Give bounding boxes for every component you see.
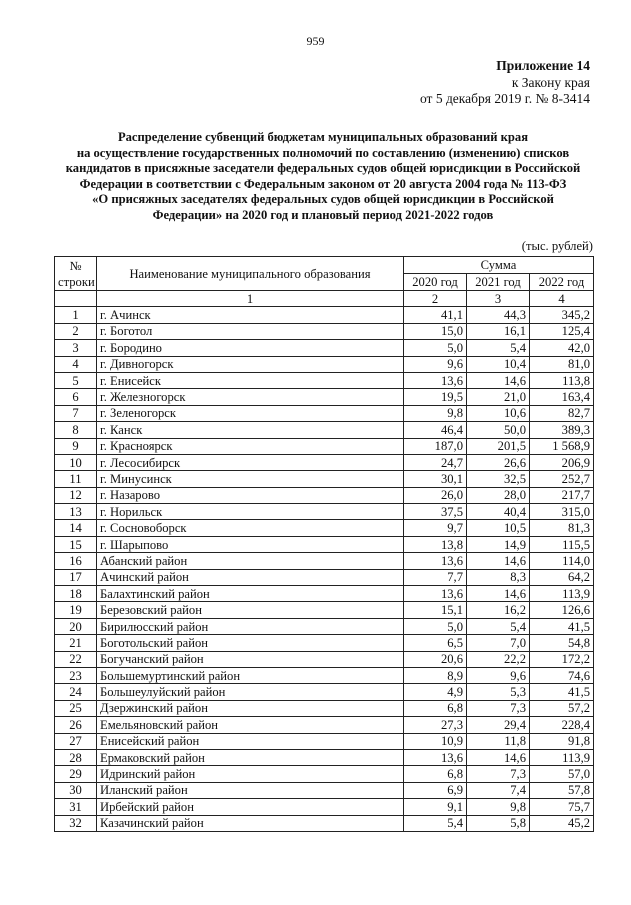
- value-2022: 126,6: [530, 602, 594, 618]
- value-2020: 6,9: [404, 782, 467, 798]
- value-2020: 13,6: [404, 749, 467, 765]
- value-2021: 7,0: [467, 635, 530, 651]
- value-2022: 57,2: [530, 700, 594, 716]
- row-number: 1: [55, 307, 97, 323]
- municipality-name: Боготольский район: [97, 635, 404, 651]
- value-2020: 37,5: [404, 504, 467, 520]
- municipality-name: Дзержинский район: [97, 700, 404, 716]
- row-number: 5: [55, 372, 97, 388]
- table-row: [55, 356, 594, 372]
- table-row: [55, 700, 594, 716]
- value-2022: 113,8: [530, 372, 594, 388]
- row-number: 27: [55, 733, 97, 749]
- table-row: [55, 553, 594, 569]
- value-2022: 64,2: [530, 569, 594, 585]
- row-number: 8: [55, 422, 97, 438]
- row-number: 28: [55, 749, 97, 765]
- value-2021: 10,4: [467, 356, 530, 372]
- value-2020: 6,8: [404, 700, 467, 716]
- units-label: (тыс. рублей): [521, 239, 593, 253]
- municipality-name: г. Минусинск: [97, 471, 404, 487]
- row-number: 21: [55, 635, 97, 651]
- row-number: 7: [55, 405, 97, 421]
- value-2022: 172,2: [530, 651, 594, 667]
- table-row: [55, 504, 594, 520]
- value-2022: 114,0: [530, 553, 594, 569]
- municipality-name: Идринский район: [97, 766, 404, 782]
- municipality-name: г. Дивногорск: [97, 356, 404, 372]
- value-2021: 5,4: [467, 618, 530, 634]
- value-2022: 1 568,9: [530, 438, 594, 454]
- row-number: 4: [55, 356, 97, 372]
- value-2021: 44,3: [467, 307, 530, 323]
- municipality-name: Березовский район: [97, 602, 404, 618]
- row-number: 16: [55, 553, 97, 569]
- row-number: 20: [55, 618, 97, 634]
- value-2020: 6,8: [404, 766, 467, 782]
- row-number: 12: [55, 487, 97, 503]
- row-number: 26: [55, 717, 97, 733]
- table-row: [55, 307, 594, 323]
- municipality-name: г. Назарово: [97, 487, 404, 503]
- municipality-name: г. Ачинск: [97, 307, 404, 323]
- value-2020: 13,6: [404, 586, 467, 602]
- header-name: Наименование муниципального образования: [97, 257, 404, 291]
- value-2022: 113,9: [530, 749, 594, 765]
- value-2020: 5,4: [404, 815, 467, 831]
- heading-line: «О присяжных заседателях федеральных судов общей юрисдикции в Российской: [92, 192, 554, 207]
- heading-line: на осуществление государственных полномочий по составлению (изменению) списков: [76, 145, 570, 160]
- value-2021: 16,2: [467, 602, 530, 618]
- value-2021: 5,8: [467, 815, 530, 831]
- heading-line: Федерации» на 2020 год и плановый период 2021-2022 годов: [152, 207, 494, 222]
- value-2022: 206,9: [530, 454, 594, 470]
- value-2020: 27,3: [404, 717, 467, 733]
- table-row: [55, 454, 594, 470]
- value-2022: 57,0: [530, 766, 594, 782]
- table-row: [55, 717, 594, 733]
- table-row: [55, 536, 594, 552]
- value-2022: 125,4: [530, 323, 594, 339]
- municipality-name: г. Лесосибирск: [97, 454, 404, 470]
- column-number: 1: [97, 291, 404, 307]
- table-row: [55, 733, 594, 749]
- table-row: [55, 766, 594, 782]
- column-number: 4: [530, 291, 594, 307]
- heading-line: кандидатов в присяжные заседатели федеральных судов общей юрисдикции в Российской: [65, 161, 581, 176]
- heading-line: Распределение субвенций бюджетам муниципальных образований края: [117, 130, 529, 144]
- municipality-name: г. Зеленогорск: [97, 405, 404, 421]
- municipality-name: г. Бородино: [97, 340, 404, 356]
- table-row: [55, 635, 594, 651]
- table-row: [55, 422, 594, 438]
- value-2022: 115,5: [530, 536, 594, 552]
- value-2022: 315,0: [530, 504, 594, 520]
- value-2020: 30,1: [404, 471, 467, 487]
- value-2021: 14,6: [467, 553, 530, 569]
- municipality-name: Емельяновский район: [97, 717, 404, 733]
- value-2022: 113,9: [530, 586, 594, 602]
- column-number: [55, 291, 97, 307]
- value-2021: 9,6: [467, 667, 530, 683]
- value-2021: 7,3: [467, 700, 530, 716]
- row-number: 17: [55, 569, 97, 585]
- municipality-name: г. Боготол: [97, 323, 404, 339]
- value-2020: 5,0: [404, 618, 467, 634]
- row-number: 10: [55, 454, 97, 470]
- municipality-name: г. Норильск: [97, 504, 404, 520]
- value-2022: 252,7: [530, 471, 594, 487]
- value-2020: 9,6: [404, 356, 467, 372]
- value-2021: 10,6: [467, 405, 530, 421]
- table-body: [55, 257, 594, 832]
- row-number: 3: [55, 340, 97, 356]
- annex-line-date: от 5 декабря 2019 г. № 8-3414: [419, 91, 590, 106]
- value-2021: 5,4: [467, 340, 530, 356]
- header-year-2020: 2020 год: [404, 274, 467, 291]
- municipality-name: Казачинский район: [97, 815, 404, 831]
- value-2022: 57,8: [530, 782, 594, 798]
- header-sum: Сумма: [404, 257, 594, 274]
- header-row-number: № строки: [55, 257, 97, 291]
- municipality-name: Енисейский район: [97, 733, 404, 749]
- row-number: 31: [55, 799, 97, 815]
- row-number: 29: [55, 766, 97, 782]
- table-row: [55, 782, 594, 798]
- column-number: 2: [404, 291, 467, 307]
- value-2022: 41,5: [530, 684, 594, 700]
- table-row: [55, 569, 594, 585]
- value-2022: 81,0: [530, 356, 594, 372]
- value-2021: 26,6: [467, 454, 530, 470]
- row-number: 18: [55, 586, 97, 602]
- value-2020: 20,6: [404, 651, 467, 667]
- value-2022: 217,7: [530, 487, 594, 503]
- municipality-name: Бирилюсский район: [97, 618, 404, 634]
- table-row: [55, 323, 594, 339]
- page-number: 959: [306, 34, 325, 48]
- value-2020: 7,7: [404, 569, 467, 585]
- column-number-row: [55, 291, 594, 307]
- municipality-name: Ачинский район: [97, 569, 404, 585]
- table-row: [55, 487, 594, 503]
- value-2021: 40,4: [467, 504, 530, 520]
- row-number: 25: [55, 700, 97, 716]
- value-2020: 26,0: [404, 487, 467, 503]
- value-2020: 9,1: [404, 799, 467, 815]
- value-2020: 6,5: [404, 635, 467, 651]
- value-2021: 14,9: [467, 536, 530, 552]
- value-2021: 10,5: [467, 520, 530, 536]
- row-number: 13: [55, 504, 97, 520]
- value-2022: 75,7: [530, 799, 594, 815]
- value-2021: 21,0: [467, 389, 530, 405]
- value-2020: 9,8: [404, 405, 467, 421]
- table-row: [55, 471, 594, 487]
- table-row: [55, 618, 594, 634]
- value-2022: 389,3: [530, 422, 594, 438]
- table-row: [55, 602, 594, 618]
- column-number: 3: [467, 291, 530, 307]
- value-2021: 11,8: [467, 733, 530, 749]
- row-number: 22: [55, 651, 97, 667]
- municipality-name: Иланский район: [97, 782, 404, 798]
- row-number: 11: [55, 471, 97, 487]
- value-2020: 24,7: [404, 454, 467, 470]
- municipality-name: Абанский район: [97, 553, 404, 569]
- value-2021: 22,2: [467, 651, 530, 667]
- annex-line-law: к Закону края: [511, 74, 590, 90]
- value-2021: 5,3: [467, 684, 530, 700]
- heading-line: Федерации в соответствии с Федеральным законом от 20 августа 2004 года № 113-ФЗ: [79, 176, 567, 191]
- document-heading: [58, 130, 588, 224]
- value-2022: 82,7: [530, 405, 594, 421]
- value-2022: 163,4: [530, 389, 594, 405]
- value-2021: 9,8: [467, 799, 530, 815]
- table-row: [55, 340, 594, 356]
- value-2021: 32,5: [467, 471, 530, 487]
- row-number: 19: [55, 602, 97, 618]
- value-2022: 345,2: [530, 307, 594, 323]
- value-2022: 42,0: [530, 340, 594, 356]
- value-2022: 45,2: [530, 815, 594, 831]
- municipality-name: г. Канск: [97, 422, 404, 438]
- row-number: 2: [55, 323, 97, 339]
- table-row: [55, 684, 594, 700]
- value-2021: 14,6: [467, 372, 530, 388]
- value-2022: 54,8: [530, 635, 594, 651]
- row-number: 9: [55, 438, 97, 454]
- value-2022: 91,8: [530, 733, 594, 749]
- subsidy-table: [54, 256, 594, 832]
- value-2021: 28,0: [467, 487, 530, 503]
- header-year-2021: 2021 год: [467, 274, 530, 291]
- value-2022: 81,3: [530, 520, 594, 536]
- municipality-name: Большеулуйский район: [97, 684, 404, 700]
- header-year-2022: 2022 год: [530, 274, 594, 291]
- table-row: [55, 815, 594, 831]
- table-row: [55, 799, 594, 815]
- municipality-name: Балахтинский район: [97, 586, 404, 602]
- row-number: 30: [55, 782, 97, 798]
- value-2020: 46,4: [404, 422, 467, 438]
- municipality-name: г. Енисейск: [97, 372, 404, 388]
- row-number: 23: [55, 667, 97, 683]
- annex-title: Приложение 14: [496, 58, 590, 73]
- municipality-name: г. Красноярск: [97, 438, 404, 454]
- table-row: [55, 586, 594, 602]
- value-2020: 13,8: [404, 536, 467, 552]
- row-number: 32: [55, 815, 97, 831]
- table-row: [55, 372, 594, 388]
- row-number: 6: [55, 389, 97, 405]
- municipality-name: Ермаковский район: [97, 749, 404, 765]
- value-2021: 29,4: [467, 717, 530, 733]
- value-2020: 9,7: [404, 520, 467, 536]
- value-2021: 7,3: [467, 766, 530, 782]
- value-2020: 10,9: [404, 733, 467, 749]
- municipality-name: Большемуртинский район: [97, 667, 404, 683]
- value-2020: 187,0: [404, 438, 467, 454]
- table-row: [55, 389, 594, 405]
- value-2020: 8,9: [404, 667, 467, 683]
- row-number: 15: [55, 536, 97, 552]
- value-2022: 74,6: [530, 667, 594, 683]
- municipality-name: Богучанский район: [97, 651, 404, 667]
- value-2021: 7,4: [467, 782, 530, 798]
- table-row: [55, 749, 594, 765]
- value-2021: 14,6: [467, 749, 530, 765]
- table-header-row: [55, 257, 594, 274]
- table-row: [55, 651, 594, 667]
- value-2021: 201,5: [467, 438, 530, 454]
- table-row: [55, 520, 594, 536]
- value-2021: 50,0: [467, 422, 530, 438]
- value-2022: 228,4: [530, 717, 594, 733]
- value-2020: 4,9: [404, 684, 467, 700]
- value-2020: 15,0: [404, 323, 467, 339]
- municipality-name: г. Сосновоборск: [97, 520, 404, 536]
- value-2021: 14,6: [467, 586, 530, 602]
- value-2020: 15,1: [404, 602, 467, 618]
- value-2020: 5,0: [404, 340, 467, 356]
- municipality-name: г. Шарыпово: [97, 536, 404, 552]
- value-2020: 13,6: [404, 553, 467, 569]
- value-2020: 19,5: [404, 389, 467, 405]
- row-number: 14: [55, 520, 97, 536]
- value-2021: 8,3: [467, 569, 530, 585]
- row-number: 24: [55, 684, 97, 700]
- municipality-name: Ирбейский район: [97, 799, 404, 815]
- value-2020: 13,6: [404, 372, 467, 388]
- table-row: [55, 438, 594, 454]
- table-row: [55, 667, 594, 683]
- value-2021: 16,1: [467, 323, 530, 339]
- annex-block: [420, 58, 590, 108]
- municipality-name: г. Железногорск: [97, 389, 404, 405]
- value-2022: 41,5: [530, 618, 594, 634]
- table-row: [55, 405, 594, 421]
- value-2020: 41,1: [404, 307, 467, 323]
